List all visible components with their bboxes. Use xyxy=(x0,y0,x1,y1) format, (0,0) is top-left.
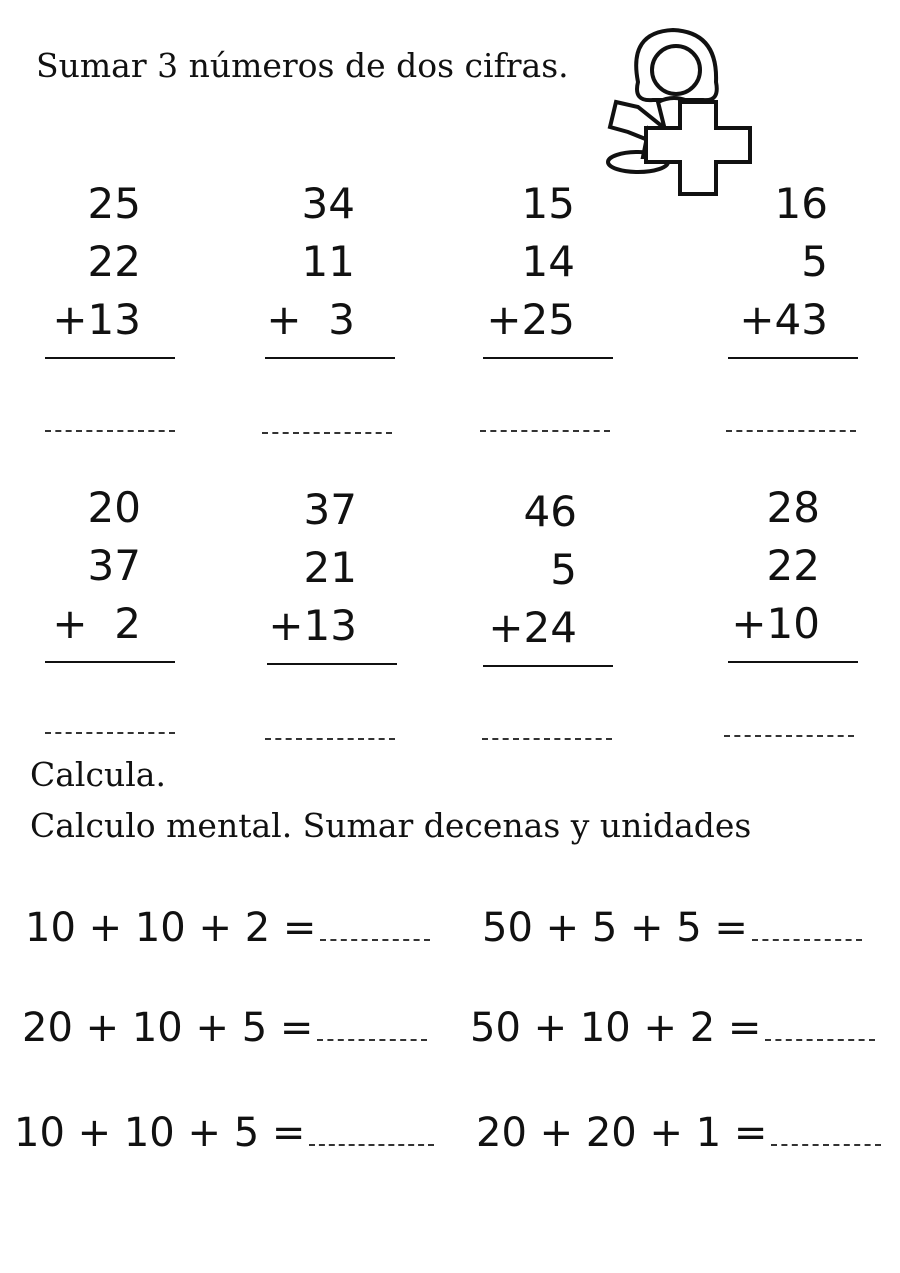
addend: +13 xyxy=(268,601,357,650)
addend: 16 xyxy=(774,179,828,228)
addend: +24 xyxy=(488,603,577,652)
equation: 50 + 10 + 2 = xyxy=(470,1005,762,1051)
equation: 20 + 20 + 1 = xyxy=(476,1110,768,1156)
addend: 15 xyxy=(521,179,575,228)
mental-problem xyxy=(22,1005,427,1051)
sum-line xyxy=(45,357,175,359)
section-title: Calcula. xyxy=(30,755,166,794)
equation: 10 + 10 + 2 = xyxy=(25,905,317,951)
equation: 10 + 10 + 5 = xyxy=(14,1110,306,1156)
addend: 22 xyxy=(87,237,141,286)
addend: +25 xyxy=(486,295,575,344)
addend: +10 xyxy=(731,599,820,648)
answer-blank[interactable] xyxy=(765,1039,875,1041)
addend: 5 xyxy=(801,237,828,286)
equation: 20 + 10 + 5 = xyxy=(22,1005,314,1051)
sum-line xyxy=(267,663,397,665)
addend: + 3 xyxy=(266,295,355,344)
addition-problem-7 xyxy=(483,483,613,667)
addend: 22 xyxy=(766,541,820,590)
mental-problem xyxy=(482,905,862,951)
answer-blank[interactable] xyxy=(45,430,175,432)
addend: 46 xyxy=(523,487,577,536)
answer-blank[interactable] xyxy=(262,432,392,434)
sum-line xyxy=(45,661,175,663)
mental-problem xyxy=(470,1005,875,1051)
answer-blank[interactable] xyxy=(317,1039,427,1041)
addend: 21 xyxy=(303,543,357,592)
worksheet-title: Sumar 3 números de dos cifras. xyxy=(36,46,569,85)
mental-problem xyxy=(14,1110,434,1156)
addend: 11 xyxy=(301,237,355,286)
section-subtitle: Calculo mental. Sumar decenas y unidades xyxy=(30,806,752,845)
sum-line xyxy=(265,357,395,359)
addend: +13 xyxy=(52,295,141,344)
sum-line xyxy=(728,661,858,663)
addend: 14 xyxy=(521,237,575,286)
mental-problem xyxy=(476,1110,881,1156)
answer-blank[interactable] xyxy=(265,738,395,740)
addend: +43 xyxy=(739,295,828,344)
answer-blank[interactable] xyxy=(724,735,854,737)
addition-problem-8 xyxy=(728,479,858,663)
addend: 28 xyxy=(766,483,820,532)
answer-blank[interactable] xyxy=(482,738,612,740)
addition-problem-2 xyxy=(265,175,395,359)
answer-blank[interactable] xyxy=(309,1144,434,1146)
addend: 37 xyxy=(87,541,141,590)
addend: 25 xyxy=(87,179,141,228)
answer-blank[interactable] xyxy=(752,939,862,941)
answer-blank[interactable] xyxy=(45,732,175,734)
addition-problem-6 xyxy=(267,481,397,665)
sum-line xyxy=(483,665,613,667)
sum-line xyxy=(728,357,858,359)
addition-problem-5 xyxy=(45,479,175,663)
addition-problem-3 xyxy=(483,175,613,359)
answer-blank[interactable] xyxy=(771,1144,881,1146)
addend: + 2 xyxy=(52,599,141,648)
addend: 37 xyxy=(303,485,357,534)
sum-line xyxy=(483,357,613,359)
addend: 34 xyxy=(301,179,355,228)
answer-blank[interactable] xyxy=(480,430,610,432)
mental-problem xyxy=(25,905,430,951)
answer-blank[interactable] xyxy=(320,939,430,941)
addition-problem-4 xyxy=(728,175,858,359)
addend: 20 xyxy=(87,483,141,532)
addition-problem-1 xyxy=(45,175,175,359)
answer-blank[interactable] xyxy=(726,430,856,432)
equation: 50 + 5 + 5 = xyxy=(482,905,748,951)
addend: 5 xyxy=(550,545,577,594)
